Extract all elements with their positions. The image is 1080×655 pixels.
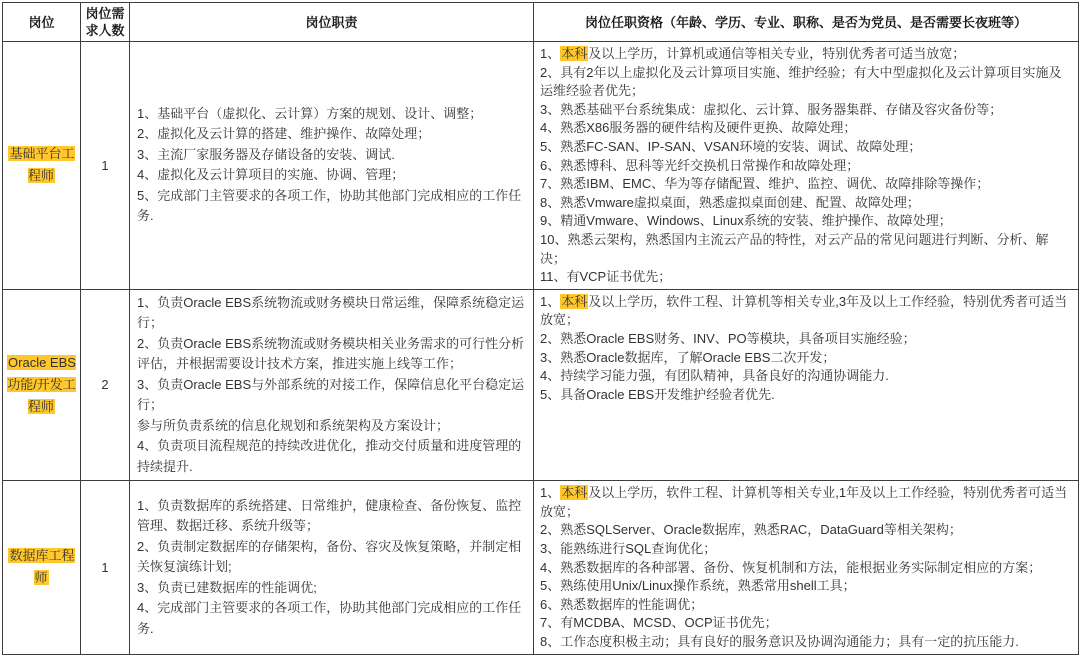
- qualifications-cell: [534, 42, 1079, 290]
- qualifications-cell: [534, 481, 1079, 654]
- duty-line: [137, 578, 525, 599]
- job-positions-table: [2, 2, 1079, 655]
- text-segment: 4、负责项目流程规范的持续改进优化，推动交付质量和进度管理的持续提升.: [137, 438, 522, 474]
- text-segment: 5、完成部门主管要求的各项工作，协助其他部门完成相应的工作任务.: [137, 187, 522, 224]
- headcount-cell: 1: [81, 42, 130, 290]
- text-segment: 2、熟悉Oracle EBS财务、INV、PO等模块，具备项目实施经验；: [540, 330, 916, 346]
- text-segment: 3、负责已建数据库的性能调优;: [137, 579, 317, 595]
- text-segment: 10、熟悉云架构，熟悉国内主流云产品的特性，对云产品的常见问题进行判断、分析、解决；: [540, 231, 1049, 266]
- text-segment: 2、具有2年以上虚拟化及云计算项目实施、维护经验；有大中型虚拟化及云计算项目实施及运维经验者优先；: [540, 64, 1062, 99]
- duty-line: [137, 186, 525, 227]
- qual-line: [540, 194, 1072, 213]
- qual-line: [540, 268, 1072, 287]
- duty-line: [137, 416, 525, 437]
- qual-line: [540, 484, 1072, 521]
- qual-line: [540, 577, 1072, 596]
- text-segment: 3、负责Oracle EBS与外部系统的对接工作，保障信息化平台稳定运行；: [137, 376, 525, 413]
- highlight-text: Oracle EBS功能/开发工程师: [7, 354, 76, 414]
- text-segment: 5、熟练使用Unix/Linux操作系统，熟悉常用shell工具；: [540, 578, 856, 594]
- text-segment: 2、虚拟化及云计算的搭建、维护操作、故障处理；: [137, 126, 431, 142]
- text-segment: 及以上学历，计算机或通信等相关专业，特别优秀者可适当放宽；: [588, 46, 966, 61]
- header-position: 岗位: [3, 3, 81, 42]
- qual-line: [540, 293, 1072, 330]
- table-row: [3, 481, 1079, 654]
- qual-line: [540, 633, 1072, 652]
- duty-line: [137, 598, 525, 639]
- headcount-cell: 1: [81, 481, 130, 654]
- header-qualifications: 岗位任职资格（年龄、学历、专业、职称、是否为党员、是否需要长夜班等）: [534, 3, 1079, 42]
- header-headcount: 岗位需求人数: [81, 3, 130, 42]
- highlight-text: 基础平台工程师: [9, 146, 75, 184]
- qual-line: [540, 596, 1072, 615]
- highlight-text: 本科: [561, 46, 588, 61]
- text-segment: 1、负责数据库的系统搭建、日常维护，健康检查、备份恢复、监控管理、数据迁移、系统升级等；: [137, 497, 522, 534]
- qualifications-cell: [534, 289, 1079, 481]
- qual-line: [540, 367, 1072, 386]
- text-segment: 1、基础平台（虚拟化、云计算）方案的规划、设计、调整；: [137, 105, 483, 121]
- qual-line: [540, 175, 1072, 194]
- qual-line: [540, 614, 1072, 633]
- text-segment: 3、能熟练进行SQL查询优化；: [540, 541, 717, 556]
- text-segment: 8、工作态度积极主动；具有良好的服务意识及协调沟通能力；具有一定的抗压能力.: [540, 633, 1019, 649]
- qual-line: [540, 559, 1072, 578]
- text-segment: 5、熟悉FC-SAN、IP-SAN、VSAN环境的安装、调试、故障处理；: [540, 138, 922, 154]
- qual-line: [540, 119, 1072, 138]
- text-segment: 及以上学历，软件工程、计算机等相关专业,3年及以上工作经验，特别优秀者可适当放宽；: [540, 293, 1068, 328]
- qual-line: [540, 349, 1072, 368]
- text-segment: 2、负责制定数据库的存储架构，备份、容灾及恢复策略，并制定相关恢复演练计划;: [137, 538, 522, 575]
- text-segment: 1、: [540, 485, 561, 501]
- highlight-text: 本科: [561, 293, 588, 309]
- text-segment: 9、精通Vmware、Windows、Linux系统的安装、维护操作、故障处理；: [540, 213, 952, 229]
- text-segment: 5、具备Oracle EBS开发维护经验者优先.: [540, 386, 775, 402]
- qual-line: [540, 64, 1072, 101]
- headcount-cell: 2: [81, 289, 130, 481]
- text-segment: 1、: [540, 293, 561, 309]
- duty-line: [137, 537, 525, 578]
- highlight-text: 数据库工程师: [9, 548, 75, 586]
- table-row: [3, 289, 1079, 481]
- duty-line: [137, 334, 525, 375]
- qual-line: [540, 157, 1072, 176]
- position-cell: [3, 481, 81, 654]
- text-segment: 7、熟悉IBM、EMC、华为等存储配置、维护、监控、调优、故障排除等操作；: [540, 176, 990, 192]
- text-segment: 1、负责Oracle EBS系统物流或财务模块日常运维，保障系统稳定运行；: [137, 294, 525, 331]
- text-segment: 3、主流厂家服务器及存储设备的安装、调试.: [137, 146, 395, 162]
- qual-line: [540, 386, 1072, 405]
- table-row: [3, 42, 1079, 290]
- duty-line: [137, 124, 525, 145]
- text-segment: 2、熟悉SQLServer、Oracle数据库，熟悉RAC，DataGuard等相关架构；: [540, 522, 962, 538]
- text-segment: 11、有VCP证书优先；: [540, 269, 672, 285]
- text-segment: 4、熟悉数据库的各种部署、备份、恢复机制和方法，能根据业务实际制定相应的方案；: [540, 559, 1042, 575]
- duty-line: [137, 145, 525, 166]
- text-segment: 参与所负责系统的信息化规划和系统架构及方案设计；: [137, 417, 450, 433]
- header-duties: 岗位职责: [130, 3, 534, 42]
- duty-line: [137, 496, 525, 537]
- duty-line: [137, 104, 525, 125]
- qual-line: [540, 231, 1072, 268]
- duties-cell: [130, 42, 534, 290]
- duty-line: [137, 436, 525, 477]
- position-cell: [3, 42, 81, 290]
- text-segment: 4、完成部门主管要求的各项工作，协助其他部门完成相应的工作任务.: [137, 600, 522, 636]
- qual-line: [540, 45, 1072, 64]
- text-segment: 4、虚拟化及云计算项目的实施、协调、管理；: [137, 167, 405, 183]
- text-segment: 1、: [540, 46, 561, 61]
- duty-line: [137, 165, 525, 186]
- duties-cell: [130, 481, 534, 654]
- text-segment: 4、熟悉X86服务器的硬件结构及硬件更换、故障处理；: [540, 120, 857, 136]
- qual-line: [540, 138, 1072, 157]
- position-cell: [3, 289, 81, 481]
- text-segment: 3、熟悉基础平台系统集成：虚拟化、云计算、服务器集群、存储及容灾备份等；: [540, 101, 1003, 117]
- text-segment: 6、熟悉数据库的性能调优；: [540, 596, 704, 612]
- header-row: [3, 3, 1079, 42]
- text-segment: 及以上学历，软件工程、计算机等相关专业,1年及以上工作经验，特别优秀者可适当放宽；: [540, 485, 1068, 519]
- text-segment: 4、持续学习能力强，有团队精神，具备良好的沟通协调能力.: [540, 368, 889, 384]
- text-segment: 7、有MCDBA、MCSD、OCP证书优先；: [540, 615, 778, 631]
- qual-line: [540, 540, 1072, 559]
- text-segment: 3、熟悉Oracle数据库，了解Oracle EBS二次开发；: [540, 349, 836, 365]
- highlight-text: 本科: [561, 485, 588, 501]
- text-segment: 8、熟悉Vmware虚拟桌面，熟悉虚拟桌面创建、配置、故障处理；: [540, 194, 920, 210]
- qual-line: [540, 212, 1072, 231]
- qual-line: [540, 521, 1072, 540]
- qual-line: [540, 330, 1072, 349]
- duties-cell: [130, 289, 534, 481]
- qual-line: [540, 101, 1072, 120]
- text-segment: 2、负责Oracle EBS系统物流或财务模块相关业务需求的可行性分析评估，并根据需要设计技术方案，推进实施上线等工作；: [137, 335, 525, 372]
- text-segment: 6、熟悉博科、思科等光纤交换机日常操作和故障处理；: [540, 157, 860, 173]
- duty-line: [137, 375, 525, 416]
- duty-line: [137, 293, 525, 334]
